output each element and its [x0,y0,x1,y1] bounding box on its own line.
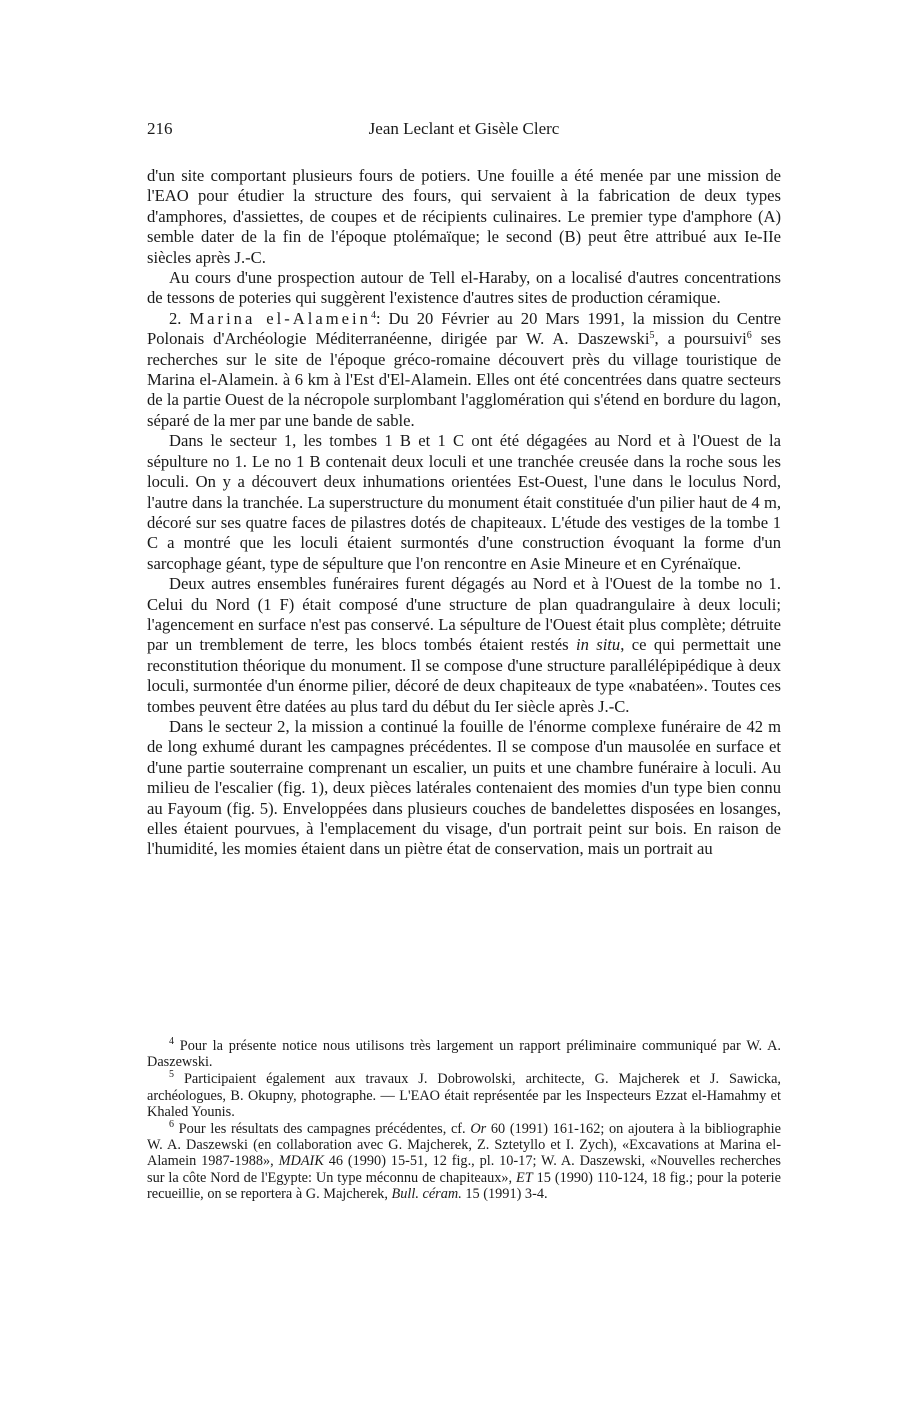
footnote-4-text: Pour la présente notice nous utilisons très largement un rapport préliminaire communiqué par W. A. Daszewski. [147,1038,781,1071]
journal-abbrev-bull: Bull. céram. [391,1185,462,1202]
paragraph-5-text-a: Deux autres ensembles funéraires furent dégagés au Nord et à l'Ouest de la tombe no 1. Celui du Nord (1 F) était composé d'une structure de plan quadrangulaire à deux loculi; l'agencement en surface n'est pas conservé. La sépulture de l'Ouest était plus complète; détruite par un tremblement de terre, les blocs tombés étaient restés [147,574,781,655]
footnote-6 [147,1121,781,1202]
footnote-ref-4[interactable]: 4 [370,309,376,321]
footnote-5 [147,1071,781,1120]
paragraph-2: Au cours d'une prospection autour de Tell el-Haraby, on a localisé d'autres concentrations de tessons de poteries qui suggèrent l'existence d'autres sites de production céramique. [147,268,781,308]
page-header [147,119,781,141]
body-text [147,166,781,860]
paragraph-3-text-a: : Du 20 Février au 20 Mars 1991, la mission du Centre Polonais d'Archéologie Méditerranéenne, dirigée par W. A. Daszewski [147,308,781,349]
journal-abbrev-mdaik: MDAIK [278,1153,324,1170]
journal-abbrev-et: ET [516,1169,533,1186]
footnote-6-text-d: 15 (1990) 110-124, 18 fig.; pour la poterie recueillie, on se reportera à G. Majcherek, [147,1169,781,1202]
journal-abbrev-or: Or [470,1121,487,1138]
footnotes [147,1038,781,1203]
paragraph-3-text-b: , a poursuivi [654,329,747,349]
footnote-6-text-b: 60 (1991) 161-162; on ajoutera à la bibliographie W. A. Daszewski (en collaboration avec G. Majcherek, Z. Sztetyllo et I. Zych), «Excavations at Marina el-Alamein 1987-1988», [147,1121,781,1170]
running-title: Jean Leclant et Gisèle Clerc [368,119,560,138]
paragraph-5-text-b: , ce qui permettait une reconstitution théorique du monument. Il se compose d'une structure parallélépipédique à deux loculi, surmontée d'un énorme pilier, décoré de deux chapiteaux de type «nabatéen». Toutes ces tombes peuvent être datées au plus tard du début du Ier siècle après J.-C. [147,635,782,716]
paragraph-1: d'un site comportant plusieurs fours de potiers. Une fouille a été menée par une mission de l'EAO pour étudier la structure des fours, qui servaient à la fabrication de deux types d'amphores, d'assiettes, de coupes et de récipients culinaires. Le premier type d'amphore (A) semble dater de la fin de l'époque ptolémaïque; le second (B) peut être attribué aux Ie-IIe siècles après J.-C. [147,166,781,267]
footnote-ref-6[interactable]: 6 [746,330,752,342]
footnote-6-number: 6 [169,1119,174,1131]
section-number: 2. [169,308,182,328]
footnote-ref-5[interactable]: 5 [649,330,655,342]
paragraph-3 [147,309,781,431]
page-number: 216 [147,119,173,138]
paragraph-3-text-c: ses recherches sur le site de l'époque gréco-romaine découvert près du village touristique de Marina el-Alamein. à 6 km à l'Est d'El-Alamein. Elles ont été concentrées dans quatre secteurs de la partie Ouest de la nécropole surplombant l'agglomération qui s'étend en bordure du lagon, séparé de la mer par une bande de sable. [147,329,781,430]
paragraph-4: Dans le secteur 1, les tombes 1 B et 1 C ont été dégagées au Nord et à l'Ouest de la sépulture no 1. Le no 1 B contenait deux loculi et une tranchée creusée dans la roche sous les loculi. On y a découvert deux inhumations orientées Est-Ouest, l'une dans le loculus Nord, l'autre dans la tranchée. La superstructure du monument était constituée d'un pilier haut de 4 m, décoré sur ses quatre faces de pilastres dotés de chapiteaux. L'étude des vestiges de la tombe 1 C a montré que les loculi étaient surmontés d'une construction évoquant la forme d'un sarcophage géant, type de sépulture que l'on rencontre en Asie Mineure et en Cyrénaïque. [147,431,781,573]
footnote-5-number: 5 [169,1069,174,1081]
footnote-4-number: 4 [169,1036,174,1047]
section-heading: Marina el-Alamein [189,308,371,328]
italic-term: in situ [575,635,621,655]
paragraph-6: Dans le secteur 2, la mission a continué la fouille de l'énorme complexe funéraire de 42 m de long exhumé durant les campagnes précédentes. Il se compose d'un mausolée en surface et d'une partie souterraine comprenant un escalier, un puits et une chambre funéraire à loculi. Au milieu de l'escalier (fig. 1), deux pièces latérales contenaient des momies d'un type bien connu au Fayoum (fig. 5). Enveloppées dans plusieurs couches de bandelettes disposées en losanges, elles étaient pourvues, à l'emplacement du visage, d'un portrait peint sur bois. En raison de l'humidité, les momies étaient dans un piètre état de conservation, mais un portrait au [147,716,781,859]
footnote-4 [147,1038,781,1070]
footnote-5-text: Participaient également aux travaux J. Dobrowolski, architecte, G. Majcherek et J. Sawicka, archéologues, B. Okupny, photographe. — L'EAO était représentée par les Inspecteurs Ezzat el-Hamahmy et Khaled Younis. [147,1071,781,1120]
paragraph-5 [147,574,781,717]
footnote-6-text-e: 15 (1991) 3-4. [461,1185,548,1202]
footnote-6-text-c: 46 (1990) 15-51, 12 fig., pl. 10-17; W. A. Daszewski, «Nouvelles recherches sur la côte Nord de l'Egypte: Un type méconnu de chapiteaux», [147,1153,781,1186]
footnote-6-text-a: Pour les résultats des campagnes précédentes, cf. [174,1121,471,1138]
